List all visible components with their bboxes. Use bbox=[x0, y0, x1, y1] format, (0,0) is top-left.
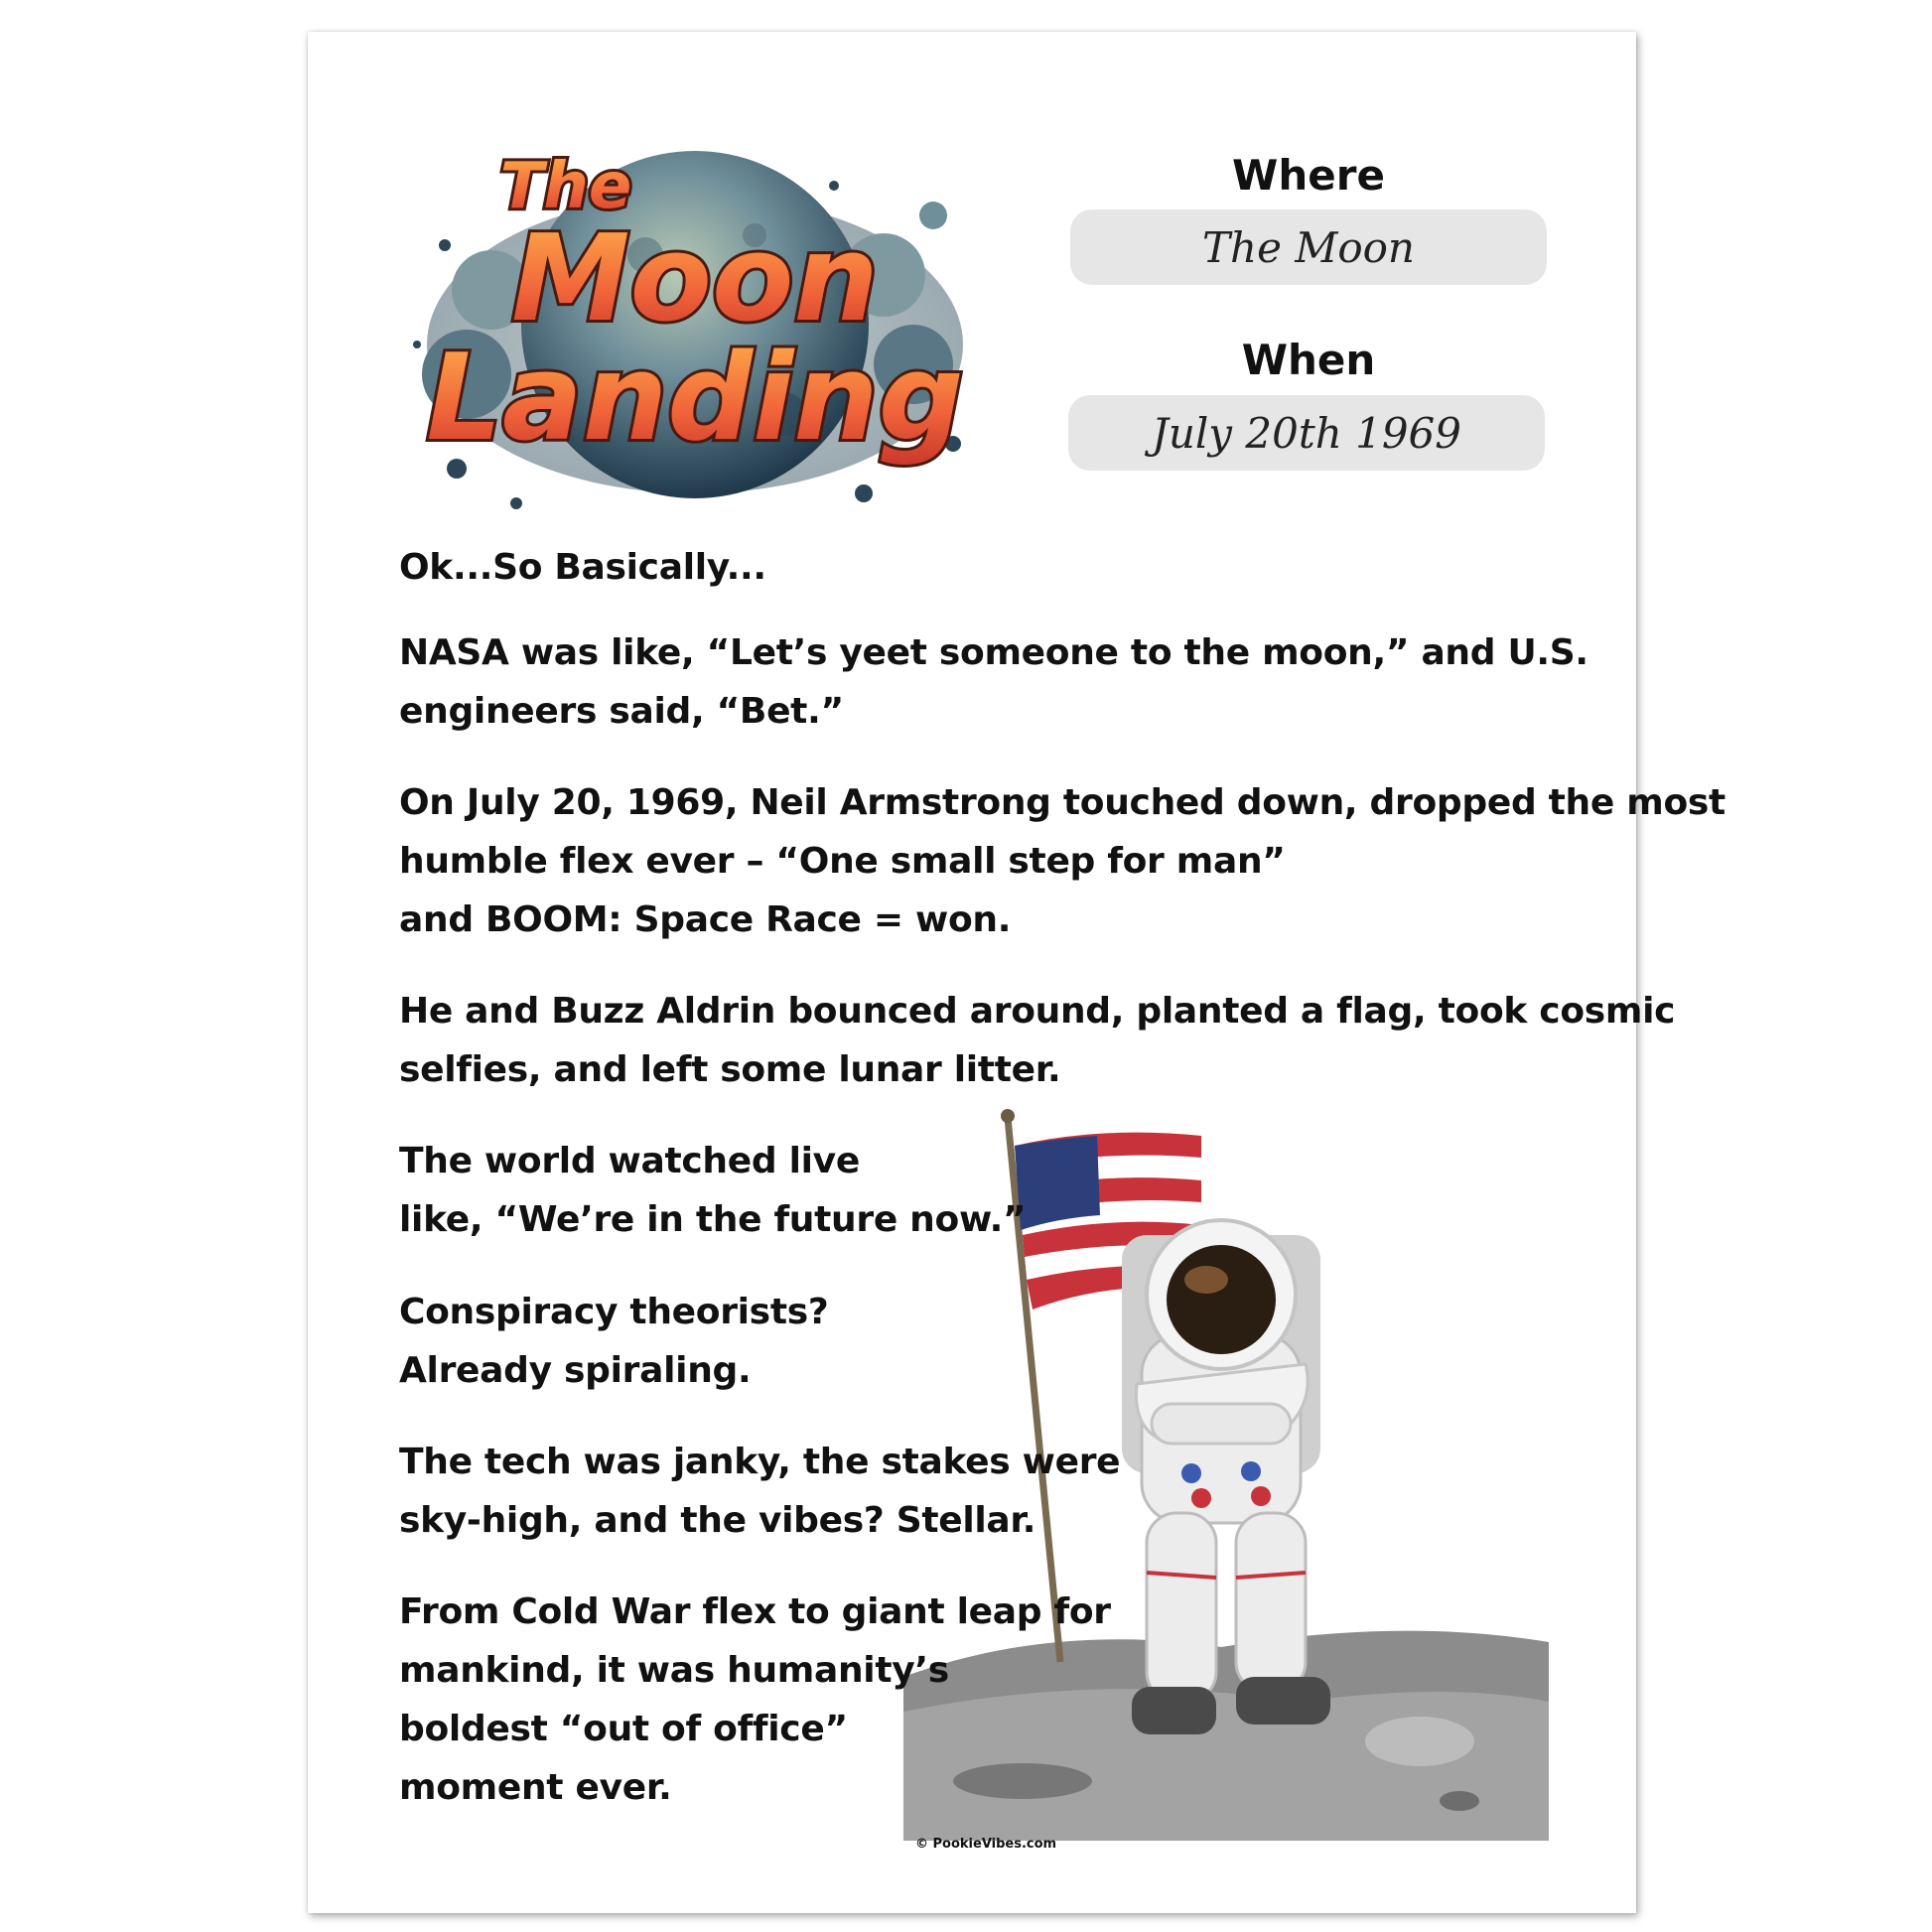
paragraph-line: engineers said, “Bet.” bbox=[399, 691, 844, 732]
poster-sheet bbox=[308, 32, 1725, 1913]
paragraph-armstrong bbox=[399, 773, 1725, 949]
paragraph-conspiracy bbox=[399, 1283, 828, 1400]
copyright-text: © PookieVibes.com bbox=[915, 1837, 1057, 1852]
paragraph-line: sky-high, and the vibes? Stellar. bbox=[399, 1500, 1036, 1541]
paragraph-line: mankind, it was humanity’s bbox=[399, 1650, 949, 1691]
paragraph-line: The tech was janky, the stakes were bbox=[399, 1442, 1121, 1482]
paragraph-line: From Cold War flex to giant leap for bbox=[399, 1591, 1111, 1632]
paragraph-cold-war bbox=[399, 1583, 1111, 1817]
paragraph-line: NASA was like, “Let’s yeet someone to the moon,” and U.S. bbox=[399, 632, 1588, 673]
paragraph-line: Already spiraling. bbox=[399, 1350, 752, 1391]
paragraph-line: like, “We’re in the future now.” bbox=[399, 1199, 1027, 1240]
paragraph-line: selfies, and left some lunar litter. bbox=[399, 1049, 1061, 1090]
intro-text: Ok...So Basically... bbox=[399, 547, 766, 588]
paragraph-line: On July 20, 1969, Neil Armstrong touched down, dropped the most bbox=[399, 782, 1725, 823]
logo-text-the: The bbox=[499, 150, 632, 223]
where-heading: Where bbox=[1232, 151, 1385, 200]
paragraph-tech bbox=[399, 1433, 1120, 1550]
logo-text-landing: Landing bbox=[426, 330, 964, 468]
where-value-box: The Moon bbox=[1070, 209, 1547, 285]
paragraph-line: boldest “out of office” bbox=[399, 1709, 848, 1749]
paragraph-line: He and Buzz Aldrin bounced around, planted a flag, took cosmic bbox=[399, 991, 1676, 1032]
paragraph-line: and BOOM: Space Race = won. bbox=[399, 899, 1012, 940]
paragraph-nasa bbox=[399, 623, 1588, 741]
moon-landing-logo bbox=[397, 116, 973, 533]
paragraph-line: humble flex ever – “One small step for man” bbox=[399, 841, 1286, 882]
paragraph-aldrin bbox=[399, 982, 1675, 1099]
paragraph-line: Conspiracy theorists? bbox=[399, 1292, 829, 1332]
when-value-box: July 20th 1969 bbox=[1068, 395, 1545, 471]
paragraph-line: moment ever. bbox=[399, 1767, 672, 1808]
paragraph-line: The world watched live bbox=[399, 1141, 860, 1181]
paragraph-world bbox=[399, 1132, 1026, 1249]
logo-text-moon: Moon bbox=[511, 210, 879, 348]
when-heading: When bbox=[1241, 336, 1376, 384]
